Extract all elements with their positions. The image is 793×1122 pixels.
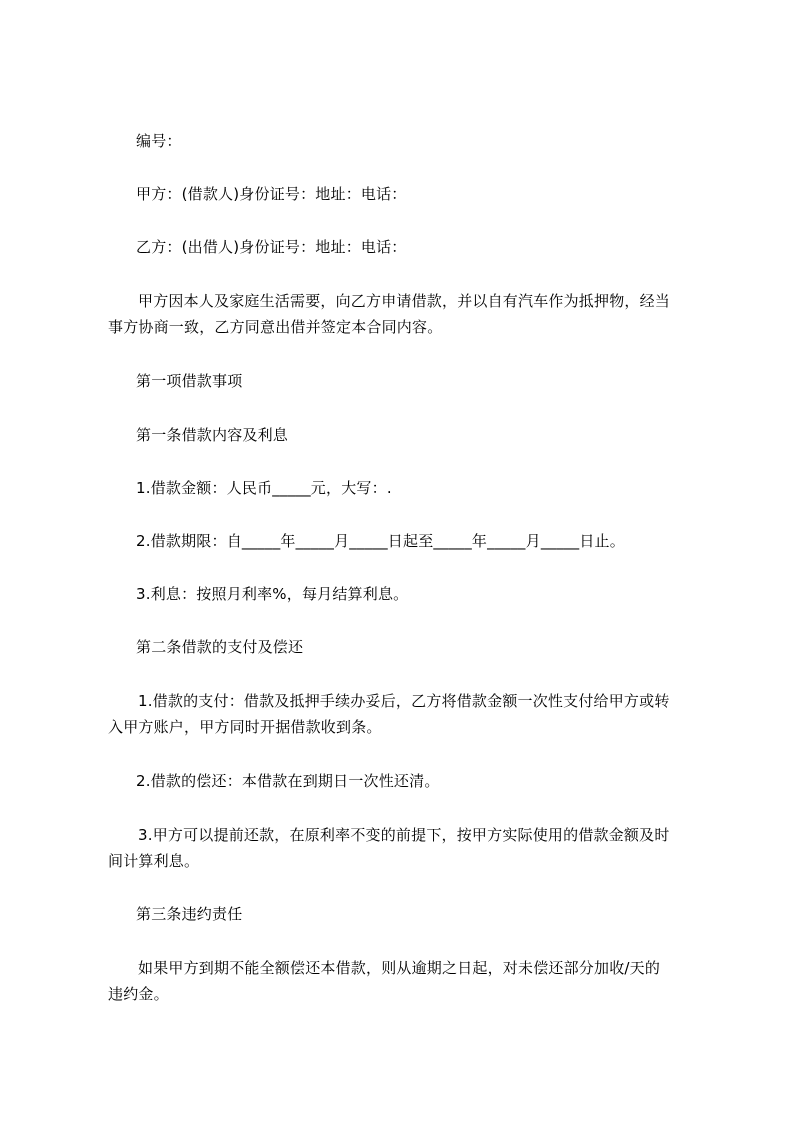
breach-clause-line-1: 如果甲方到期不能全额偿还本借款，则从逾期之日起，对未偿还部分加收/天的 bbox=[138, 959, 661, 977]
early-repayment-line-1: 3.甲方可以提前还款，在原利率不变的前提下，按甲方实际使用的借款金额及时 bbox=[138, 826, 670, 844]
party-a-info: 甲方：(借款人)身份证号：地址：电话： bbox=[136, 185, 407, 203]
preamble-line-1: 甲方因本人及家庭生活需要，向乙方申请借款，并以自有汽车作为抵押物，经当 bbox=[138, 292, 671, 310]
party-b-info: 乙方：(出借人)身份证号：地址：电话： bbox=[136, 238, 407, 256]
contract-number-label: 编号： bbox=[136, 132, 182, 150]
interest-item: 3.利息：按照月利率%，每月结算利息。 bbox=[136, 585, 409, 603]
article-1-title: 第一条借款内容及利息 bbox=[136, 426, 289, 444]
loan-amount-item: 1.借款金额：人民币_____元，大写：. bbox=[136, 479, 392, 497]
early-repayment-line-2: 间计算利息。 bbox=[108, 852, 200, 870]
breach-clause-line-2: 违约金。 bbox=[108, 985, 169, 1003]
article-3-title: 第三条违约责任 bbox=[136, 905, 243, 923]
preamble-line-2: 事方协商一致，乙方同意出借并签定本合同内容。 bbox=[108, 318, 443, 336]
loan-term-item: 2.借款期限：自_____年_____月_____日起至_____年_____月_____日止。 bbox=[136, 532, 625, 550]
article-2-title: 第二条借款的支付及偿还 bbox=[136, 638, 304, 656]
repayment-item: 2.借款的偿还：本借款在到期日一次性还清。 bbox=[136, 772, 440, 790]
payment-item-line-1: 1.借款的支付：借款及抵押手续办妥后，乙方将借款金额一次性支付给甲方或转 bbox=[138, 692, 670, 710]
payment-item-line-2: 入甲方账户，甲方同时开据借款收到条。 bbox=[108, 718, 382, 736]
section-1-title: 第一项借款事项 bbox=[136, 372, 243, 390]
